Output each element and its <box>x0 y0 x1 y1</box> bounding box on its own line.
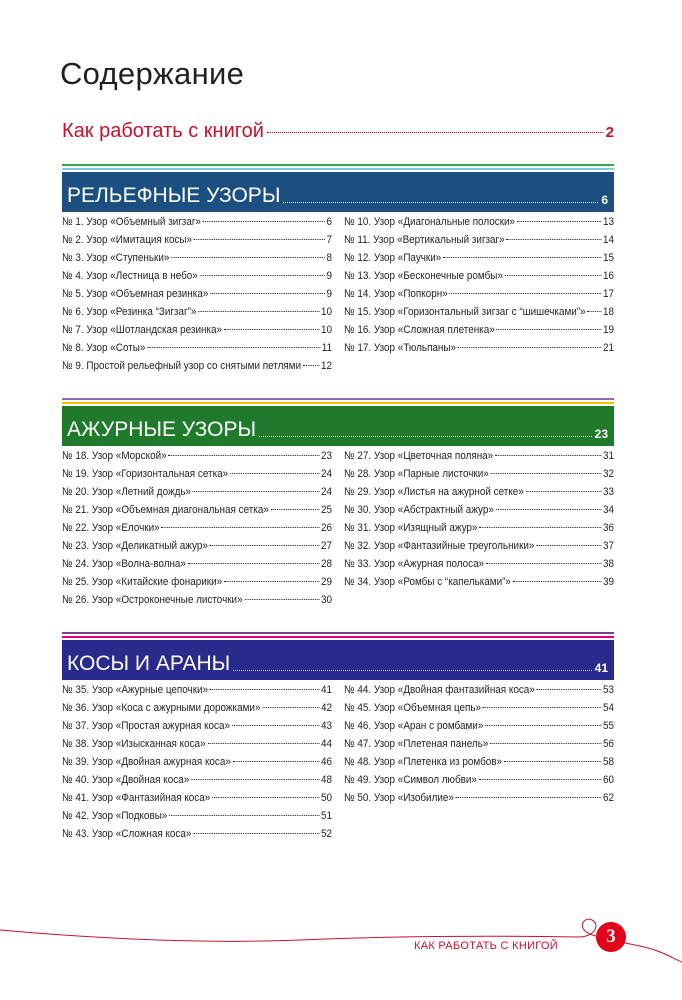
toc-entry-label: № 27. Узор «Цветочная поляна» <box>344 450 494 462</box>
toc-entry-page: 44 <box>320 738 332 750</box>
toc-entry-label: № 19. Узор «Горизонтальная сетка» <box>62 468 229 480</box>
dot-leader <box>169 815 319 816</box>
toc-entry-page: 26 <box>320 522 332 534</box>
dot-leader <box>587 311 601 312</box>
toc-entry[interactable] <box>62 270 332 288</box>
toc-entry-page: 27 <box>320 540 332 552</box>
dot-leader <box>198 311 319 312</box>
toc-entry-page: 34 <box>602 504 614 516</box>
toc-entry-label: № 35. Узор «Ажурные цепочки» <box>62 684 209 696</box>
toc-entry-label: № 15. Узор «Горизонтальный зигзаг с “шишечками”» <box>344 306 586 318</box>
toc-entry[interactable] <box>344 540 614 558</box>
toc-entry-label: № 24. Узор «Волна-волна» <box>62 558 186 570</box>
toc-entry-label: № 20. Узор «Летний дождь» <box>62 486 192 498</box>
toc-entry-page: 29 <box>320 576 332 588</box>
toc-entry[interactable] <box>62 324 332 342</box>
toc-entry[interactable] <box>62 792 332 810</box>
toc-entry[interactable] <box>344 306 614 324</box>
toc-entry-label: № 18. Узор «Морской» <box>62 450 167 462</box>
toc-entry[interactable] <box>62 774 332 792</box>
dot-leader <box>490 743 601 744</box>
toc-column-left <box>62 450 332 612</box>
footer-thread-decoration <box>0 900 682 980</box>
toc-entry[interactable] <box>344 324 614 342</box>
toc-entry-page: 14 <box>602 234 614 246</box>
section-title: КОСЫ И АРАНЫ <box>67 652 231 675</box>
toc-entry[interactable] <box>62 360 332 378</box>
dot-leader <box>496 509 601 510</box>
toc-entry-label: № 25. Узор «Китайские фонарики» <box>62 576 223 588</box>
dot-leader <box>193 833 319 834</box>
toc-intro-entry[interactable] <box>62 120 614 143</box>
toc-entry[interactable] <box>62 540 332 558</box>
toc-entry-label: № 45. Узор «Объемная цепь» <box>344 702 482 714</box>
toc-entry-label: № 22. Узор «Елочки» <box>62 522 160 534</box>
toc-entry-page: 18 <box>602 306 614 318</box>
dot-leader <box>224 581 319 582</box>
section-header-bar[interactable] <box>62 640 614 680</box>
toc-entry-label: № 32. Узор «Фантазийные треугольники» <box>344 540 535 552</box>
section-title: АЖУРНЫЕ УЗОРЫ <box>67 418 257 441</box>
toc-entry-label: № 36. Узор «Коса с ажурными дорожками» <box>62 702 261 714</box>
toc-entry[interactable] <box>62 234 332 252</box>
toc-entry-label: № 43. Узор «Сложная коса» <box>62 828 192 840</box>
toc-entry[interactable] <box>344 288 614 306</box>
toc-entry-page: 17 <box>602 288 614 300</box>
toc-entry-label: № 39. Узор «Двойная ажурная коса» <box>62 756 231 768</box>
toc-entry[interactable] <box>62 684 332 702</box>
toc-entry[interactable] <box>62 702 332 720</box>
toc-entry-page: 16 <box>602 270 614 282</box>
stripe <box>62 636 614 638</box>
toc-entry-page: 38 <box>602 558 614 570</box>
dot-leader <box>303 365 319 366</box>
dot-leader <box>212 797 319 798</box>
dot-leader <box>537 689 602 690</box>
section-relief <box>62 164 614 378</box>
toc-entry-page: 54 <box>602 702 614 714</box>
toc-entry-page: 42 <box>320 702 332 714</box>
toc-entry-page: 12 <box>320 360 332 372</box>
toc-entry-page: 36 <box>602 522 614 534</box>
dot-leader <box>203 221 325 222</box>
dot-leader <box>450 293 602 294</box>
dot-leader <box>536 545 601 546</box>
toc-entry[interactable] <box>344 234 614 252</box>
dot-leader <box>168 455 319 456</box>
toc-entry-label: № 26. Узор «Остроконечные листочки» <box>62 594 243 606</box>
dot-leader <box>200 275 325 276</box>
toc-entry-label: № 21. Узор «Объемная диагональная сетка» <box>62 504 269 516</box>
toc-entry-label: № 47. Узор «Плетеная панель» <box>344 738 489 750</box>
dot-leader <box>147 347 320 348</box>
dot-leader <box>491 473 602 474</box>
toc-entry[interactable] <box>62 522 332 540</box>
dot-leader <box>207 743 319 744</box>
toc-entry[interactable] <box>344 216 614 234</box>
toc-entry-page: 10 <box>320 306 332 318</box>
dot-leader <box>456 797 601 798</box>
dot-leader <box>485 725 601 726</box>
toc-entry[interactable] <box>344 684 614 702</box>
dot-leader <box>171 257 324 258</box>
toc-entry-label: № 49. Узор «Символ любви» <box>344 774 477 786</box>
toc-entry-page: 13 <box>602 216 614 228</box>
toc-entry[interactable] <box>62 306 332 324</box>
toc-entry[interactable] <box>344 522 614 540</box>
toc-entry-label: № 8. Узор «Соты» <box>62 342 146 354</box>
toc-entry[interactable] <box>62 810 332 828</box>
toc-entry-label: № 17. Узор «Тюльпаны» <box>344 342 457 354</box>
toc-entry-label: № 41. Узор «Фантазийная коса» <box>62 792 211 804</box>
toc-entry-page: 7 <box>326 234 332 246</box>
toc-entry[interactable] <box>62 756 332 774</box>
toc-entry-page: 55 <box>602 720 614 732</box>
toc-entry[interactable] <box>62 828 332 846</box>
toc-entry-page: 33 <box>602 486 614 498</box>
toc-entry-label: № 3. Узор «Ступеньки» <box>62 252 170 264</box>
toc-entry[interactable] <box>344 450 614 468</box>
dot-leader <box>504 761 601 762</box>
toc-entry-label: № 37. Узор «Простая ажурная коса» <box>62 720 231 732</box>
toc-entry[interactable] <box>344 774 614 792</box>
dot-leader <box>232 725 319 726</box>
toc-entry-page: 39 <box>602 576 614 588</box>
toc-entry-label: № 11. Узор «Вертикальный зигзаг» <box>344 234 505 246</box>
intro-label: Как работать с книгой <box>62 120 264 142</box>
toc-entry-page: 53 <box>602 684 614 696</box>
dot-leader <box>486 563 601 564</box>
toc-entry[interactable] <box>344 756 614 774</box>
toc-entry[interactable] <box>62 576 332 594</box>
stripe <box>62 168 614 170</box>
intro-page: 2 <box>605 124 614 141</box>
toc-entry-label: № 4. Узор «Лестница в небо» <box>62 270 198 282</box>
toc-entry-page: 62 <box>602 792 614 804</box>
toc-entry[interactable] <box>62 504 332 522</box>
toc-entry[interactable] <box>62 252 332 270</box>
toc-entry[interactable] <box>62 468 332 486</box>
section-stripes <box>62 632 614 638</box>
footer-chapter-label: КАК РАБОТАТЬ С КНИГОЙ <box>414 940 558 952</box>
dot-leader <box>233 670 591 671</box>
toc-entry-page: 11 <box>321 342 332 354</box>
dot-leader <box>506 239 601 240</box>
toc-entry[interactable] <box>62 216 332 234</box>
toc-entry-label: № 23. Узор «Деликатный ажур» <box>62 540 208 552</box>
toc-entry-label: № 30. Узор «Абстрактный ажур» <box>344 504 494 516</box>
toc-entry[interactable] <box>344 252 614 270</box>
toc-entry-label: № 38. Узор «Изысканная коса» <box>62 738 206 750</box>
dot-leader <box>526 491 602 492</box>
toc-entry[interactable] <box>62 594 332 612</box>
dot-leader <box>210 689 319 690</box>
toc-entry[interactable] <box>344 270 614 288</box>
toc-entry-label: № 33. Узор «Ажурная полоса» <box>344 558 485 570</box>
toc-entry-page: 19 <box>602 324 614 336</box>
toc-entry[interactable] <box>344 738 614 756</box>
toc-entry-label: № 9. Простой рельефный узор со снятыми петлями <box>62 360 302 372</box>
dot-leader <box>483 707 601 708</box>
toc-entry-label: № 46. Узор «Аран с ромбами» <box>344 720 484 732</box>
toc-entry-page: 9 <box>326 270 332 282</box>
toc-entry[interactable] <box>344 792 614 810</box>
toc-entry-page: 46 <box>320 756 332 768</box>
dot-leader <box>193 491 319 492</box>
toc-entry-page: 24 <box>320 468 332 480</box>
dot-leader <box>458 347 601 348</box>
toc-entry-page: 48 <box>320 774 332 786</box>
toc-entry-label: № 29. Узор «Листья на ажурной сетке» <box>344 486 524 498</box>
toc-entry-page: 30 <box>320 594 332 606</box>
toc-entry[interactable] <box>62 738 332 756</box>
toc-entry[interactable] <box>62 342 332 360</box>
toc-column-right <box>344 216 614 378</box>
page-title: Содержание <box>60 56 245 91</box>
toc-entry[interactable] <box>62 450 332 468</box>
section-cables <box>62 632 614 846</box>
dot-leader <box>191 779 319 780</box>
toc-entry-page: 60 <box>602 774 614 786</box>
toc-entry-page: 23 <box>320 450 332 462</box>
toc-entry-page: 56 <box>602 738 614 750</box>
toc-entry-page: 8 <box>326 252 332 264</box>
toc-column-left <box>62 216 332 378</box>
dot-leader <box>161 527 319 528</box>
thread-line <box>0 919 682 962</box>
toc-entry-label: № 1. Узор «Объемный зигзаг» <box>62 216 201 228</box>
dot-leader <box>230 473 319 474</box>
toc-entry-page: 15 <box>602 252 614 264</box>
dot-leader <box>497 329 602 330</box>
toc-entry[interactable] <box>344 558 614 576</box>
toc-entry-label: № 28. Узор «Парные листочки» <box>344 468 489 480</box>
dot-leader <box>283 202 598 203</box>
toc-entry-page: 9 <box>326 288 332 300</box>
toc-entry[interactable] <box>344 702 614 720</box>
page-number-badge: 3 <box>596 922 626 952</box>
dot-leader <box>194 239 325 240</box>
dot-leader <box>188 563 319 564</box>
section-openwork <box>62 398 614 612</box>
dot-leader <box>259 436 592 437</box>
toc-entry-label: № 6. Узор «Резинка “Зигзаг”» <box>62 306 197 318</box>
toc-entry-page: 58 <box>602 756 614 768</box>
section-header-bar[interactable] <box>62 406 614 446</box>
dot-leader <box>210 293 325 294</box>
toc-entry-page: 37 <box>602 540 614 552</box>
toc-entry-label: № 7. Узор «Шотландская резинка» <box>62 324 223 336</box>
toc-entry-label: № 16. Узор «Сложная плетенка» <box>344 324 495 336</box>
toc-entry[interactable] <box>62 558 332 576</box>
toc-entry-label: № 2. Узор «Имитация косы» <box>62 234 193 246</box>
toc-entry-page: 43 <box>320 720 332 732</box>
toc-entry-page: 41 <box>320 684 332 696</box>
toc-entry-label: № 12. Узор «Паучки» <box>344 252 442 264</box>
toc-entry-label: № 13. Узор «Бесконечные ромбы» <box>344 270 503 282</box>
section-page: 23 <box>594 427 608 441</box>
dot-leader <box>233 761 319 762</box>
toc-entry-page: 31 <box>602 450 614 462</box>
dot-leader <box>267 132 603 133</box>
toc-entry-page: 21 <box>602 342 614 354</box>
toc-entry-label: № 31. Узор «Изящный ажур» <box>344 522 478 534</box>
toc-entry[interactable] <box>344 720 614 738</box>
dot-leader <box>262 707 319 708</box>
toc-entry-label: № 14. Узор «Попкорн» <box>344 288 448 300</box>
toc-entry-label: № 5. Узор «Объемная резинка» <box>62 288 209 300</box>
dot-leader <box>513 581 601 582</box>
section-header-bar[interactable] <box>62 172 614 212</box>
toc-column-left <box>62 684 332 846</box>
dot-leader <box>495 455 601 456</box>
toc-entry-page: 6 <box>326 216 332 228</box>
toc-entry-page: 51 <box>320 810 332 822</box>
toc-entry-label: № 42. Узор «Подковы» <box>62 810 168 822</box>
dot-leader <box>244 599 319 600</box>
toc-entry-page: 25 <box>320 504 332 516</box>
dot-leader <box>505 275 602 276</box>
toc-column-right <box>344 450 614 612</box>
toc-entry[interactable] <box>344 576 614 594</box>
dot-leader <box>479 779 601 780</box>
toc-entry[interactable] <box>344 342 614 360</box>
section-stripes <box>62 164 614 170</box>
toc-entry-page: 52 <box>320 828 332 840</box>
stripe <box>62 402 614 404</box>
dot-leader <box>224 329 319 330</box>
toc-entry-label: № 48. Узор «Плетенка из ромбов» <box>344 756 503 768</box>
toc-entry-label: № 50. Узор «Изобилие» <box>344 792 454 804</box>
toc-entry-label: № 40. Узор «Двойная коса» <box>62 774 190 786</box>
toc-entry[interactable] <box>62 486 332 504</box>
dot-leader <box>210 545 320 546</box>
dot-leader <box>517 221 601 222</box>
section-title: РЕЛЬЕФНЫЕ УЗОРЫ <box>67 184 281 207</box>
section-stripes <box>62 398 614 404</box>
toc-entry-page: 50 <box>320 792 332 804</box>
toc-entry-label: № 10. Узор «Диагональные полоски» <box>344 216 516 228</box>
dot-leader <box>271 509 320 510</box>
section-page: 41 <box>594 661 608 675</box>
toc-entry-page: 28 <box>320 558 332 570</box>
toc-entry-page: 10 <box>320 324 332 336</box>
toc-entry[interactable] <box>344 486 614 504</box>
dot-leader <box>479 527 601 528</box>
section-page: 6 <box>601 193 608 207</box>
toc-entry-label: № 34. Узор «Ромбы с “капельками”» <box>344 576 511 588</box>
toc-entry[interactable] <box>62 720 332 738</box>
dot-leader <box>443 257 601 258</box>
toc-column-right <box>344 684 614 846</box>
toc-entry-page: 24 <box>320 486 332 498</box>
toc-entry-page: 32 <box>602 468 614 480</box>
toc-entry-label: № 44. Узор «Двойная фантазийная коса» <box>344 684 535 696</box>
toc-entry[interactable] <box>344 468 614 486</box>
toc-entry[interactable] <box>62 288 332 306</box>
toc-entry[interactable] <box>344 504 614 522</box>
